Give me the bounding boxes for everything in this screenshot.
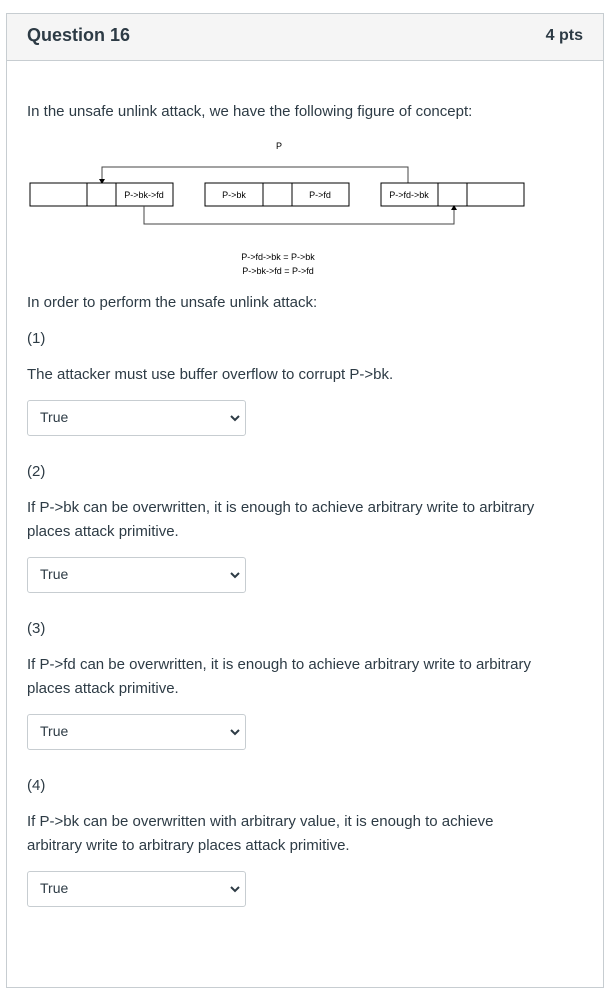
bottom-link-line	[144, 206, 454, 224]
p-label: P	[275, 141, 283, 151]
top-link-line	[102, 167, 408, 183]
cell-left-label: P->bk->fd	[124, 190, 164, 200]
cell-right-label: P->fd->bk	[389, 190, 429, 200]
item-1-answer-select[interactable]	[27, 400, 246, 436]
item-2-answer-value: True	[40, 566, 69, 582]
item-3-number: (3)	[27, 620, 46, 637]
equation-1: P->fd->bk = P->bk	[241, 252, 315, 262]
intro-text: In the unsafe unlink attack, we have the following figure of concept:	[27, 103, 473, 120]
item-1-number: (1)	[27, 330, 46, 347]
item-1-answer-value: True	[40, 409, 69, 425]
question-points: 4 pts	[545, 27, 583, 44]
chevron-down-icon	[229, 569, 241, 581]
item-2-text: If P->bk can be overwritten, it is enough to achieve arbitrary write to arbitrary places attack primitive.	[27, 499, 535, 540]
chevron-down-icon	[229, 412, 241, 424]
item-4-number: (4)	[27, 777, 46, 794]
item-1-text: The attacker must use buffer overflow to corrupt P->bk.	[27, 366, 394, 383]
equation-2: P->bk->fd = P->fd	[242, 266, 314, 276]
item-2-number: (2)	[27, 463, 46, 480]
item-3-answer-select[interactable]	[27, 714, 246, 750]
cell-p-bk-label: P->bk	[222, 190, 246, 200]
item-4-answer-select[interactable]	[27, 871, 246, 907]
cell-p-fd-label: P->fd	[309, 190, 331, 200]
item-4-text: If P->bk can be overwritten with arbitrary value, it is enough to achieve arbitrary write to arbitrary places attack primitive.	[27, 813, 494, 854]
chevron-down-icon	[229, 726, 241, 738]
item-3-text: If P->fd can be overwritten, it is enough to achieve arbitrary write to arbitrary places attack primitive.	[27, 656, 531, 697]
chevron-down-icon	[229, 883, 241, 895]
item-3-answer-value: True	[40, 723, 69, 739]
item-2-answer-select[interactable]	[27, 557, 246, 593]
instruction-text: In order to perform the unsafe unlink attack:	[27, 294, 318, 311]
question-title: Question 16	[27, 25, 131, 45]
unlink-diagram	[25, 135, 535, 280]
question-header	[7, 14, 603, 61]
item-4-answer-value: True	[40, 880, 69, 896]
